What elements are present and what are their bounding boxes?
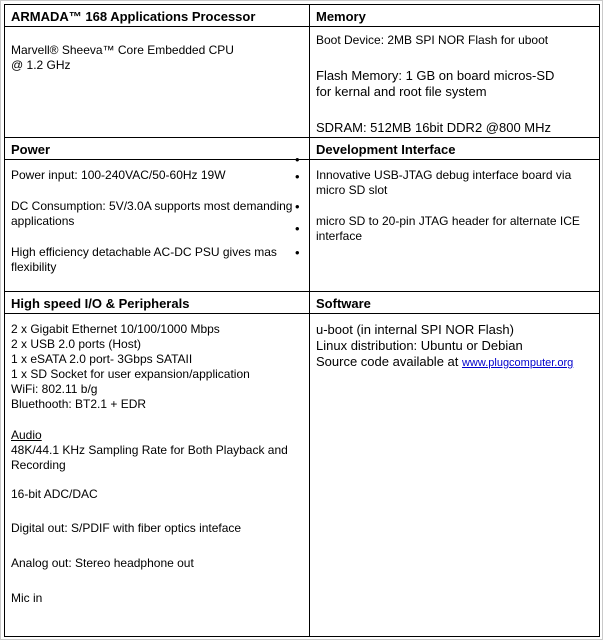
- bullet-marker: •: [295, 245, 300, 260]
- dc-consumption-line-2: applications: [11, 214, 75, 228]
- processor-cell: [5, 27, 310, 138]
- bullet-marker: •: [295, 199, 300, 214]
- power-input-line: Power input: 100-240VAC/50-60Hz 19W: [11, 168, 226, 182]
- audio-subheading: Audio: [11, 428, 42, 442]
- peripherals-cell: [5, 314, 310, 636]
- psu-line-1: High efficiency detachable AC-DC PSU gives mas: [11, 245, 277, 259]
- software-cell: [310, 314, 599, 636]
- peripheral-item: 2 x USB 2.0 ports (Host): [11, 337, 142, 351]
- psu-line-2: flexibility: [11, 260, 57, 274]
- peripheral-item: WiFi: 802.11 b/g: [11, 382, 98, 396]
- audio-sampling-line-1: 48K/44.1 KHz Sampling Rate for Both Playback and: [11, 443, 288, 457]
- analog-out-line: Analog out: Stereo headphone out: [11, 556, 194, 570]
- peripheral-item: Bluethooth: BT2.1 + EDR: [11, 397, 147, 411]
- development-header: Development Interface: [310, 138, 599, 160]
- source-code-text: Source code available at: [316, 354, 462, 369]
- boot-device-line: Boot Device: 2MB SPI NOR Flash for uboot: [316, 33, 549, 47]
- bullet-marker: •: [295, 152, 300, 167]
- sdram-line: SDRAM: 512MB 16bit DDR2 @800 MHz: [316, 120, 551, 135]
- software-header: Software: [310, 292, 599, 314]
- dev-item-1-line-1: Innovative USB-JTAG debug interface board via: [316, 168, 572, 182]
- power-cell: [5, 160, 310, 292]
- software-line-2: Linux distribution: Ubuntu or Debian: [316, 338, 523, 353]
- development-cell: [310, 160, 599, 292]
- digital-out-line: Digital out: S/PDIF with fiber optics inteface: [11, 521, 242, 535]
- dev-item-2-line-2: interface: [316, 229, 363, 243]
- mic-in-line: Mic in: [11, 591, 43, 605]
- peripheral-item: 2 x Gigabit Ethernet 10/100/1000 Mbps: [11, 322, 220, 336]
- dev-item-1-line-2: micro SD slot: [316, 183, 388, 197]
- peripherals-header: High speed I/O & Peripherals: [5, 292, 310, 314]
- adc-dac-line: 16-bit ADC/DAC: [11, 487, 98, 501]
- spec-table: [4, 4, 600, 637]
- bullet-marker: •: [295, 169, 300, 184]
- flash-line-1: Flash Memory: 1 GB on board micros-SD: [316, 68, 555, 83]
- memory-header: Memory: [310, 5, 599, 27]
- cpu-line-2: @ 1.2 GHz: [11, 58, 71, 72]
- source-link[interactable]: www.plugcomputer.org: [461, 357, 574, 369]
- memory-cell: [310, 27, 599, 138]
- dev-item-2-line-1: micro SD to 20-pin JTAG header for alternate ICE: [316, 214, 580, 228]
- processor-header: ARMADA™ 168 Applications Processor: [5, 5, 310, 27]
- audio-sampling-line-2: Recording: [11, 458, 66, 472]
- dc-consumption-line-1: DC Consumption: 5V/3.0A supports most demanding: [11, 199, 293, 213]
- software-line-3: [316, 354, 593, 371]
- software-line-1: u-boot (in internal SPI NOR Flash): [316, 322, 514, 337]
- flash-line-2: for kernal and root file system: [316, 84, 487, 99]
- power-header: Power: [5, 138, 310, 160]
- bullet-marker: •: [295, 221, 300, 236]
- peripheral-item: 1 x SD Socket for user expansion/application: [11, 367, 250, 381]
- peripheral-item: 1 x eSATA 2.0 port- 3Gbps SATAII: [11, 352, 193, 366]
- cpu-line-1: Marvell® Sheeva™ Core Embedded CPU: [11, 43, 234, 57]
